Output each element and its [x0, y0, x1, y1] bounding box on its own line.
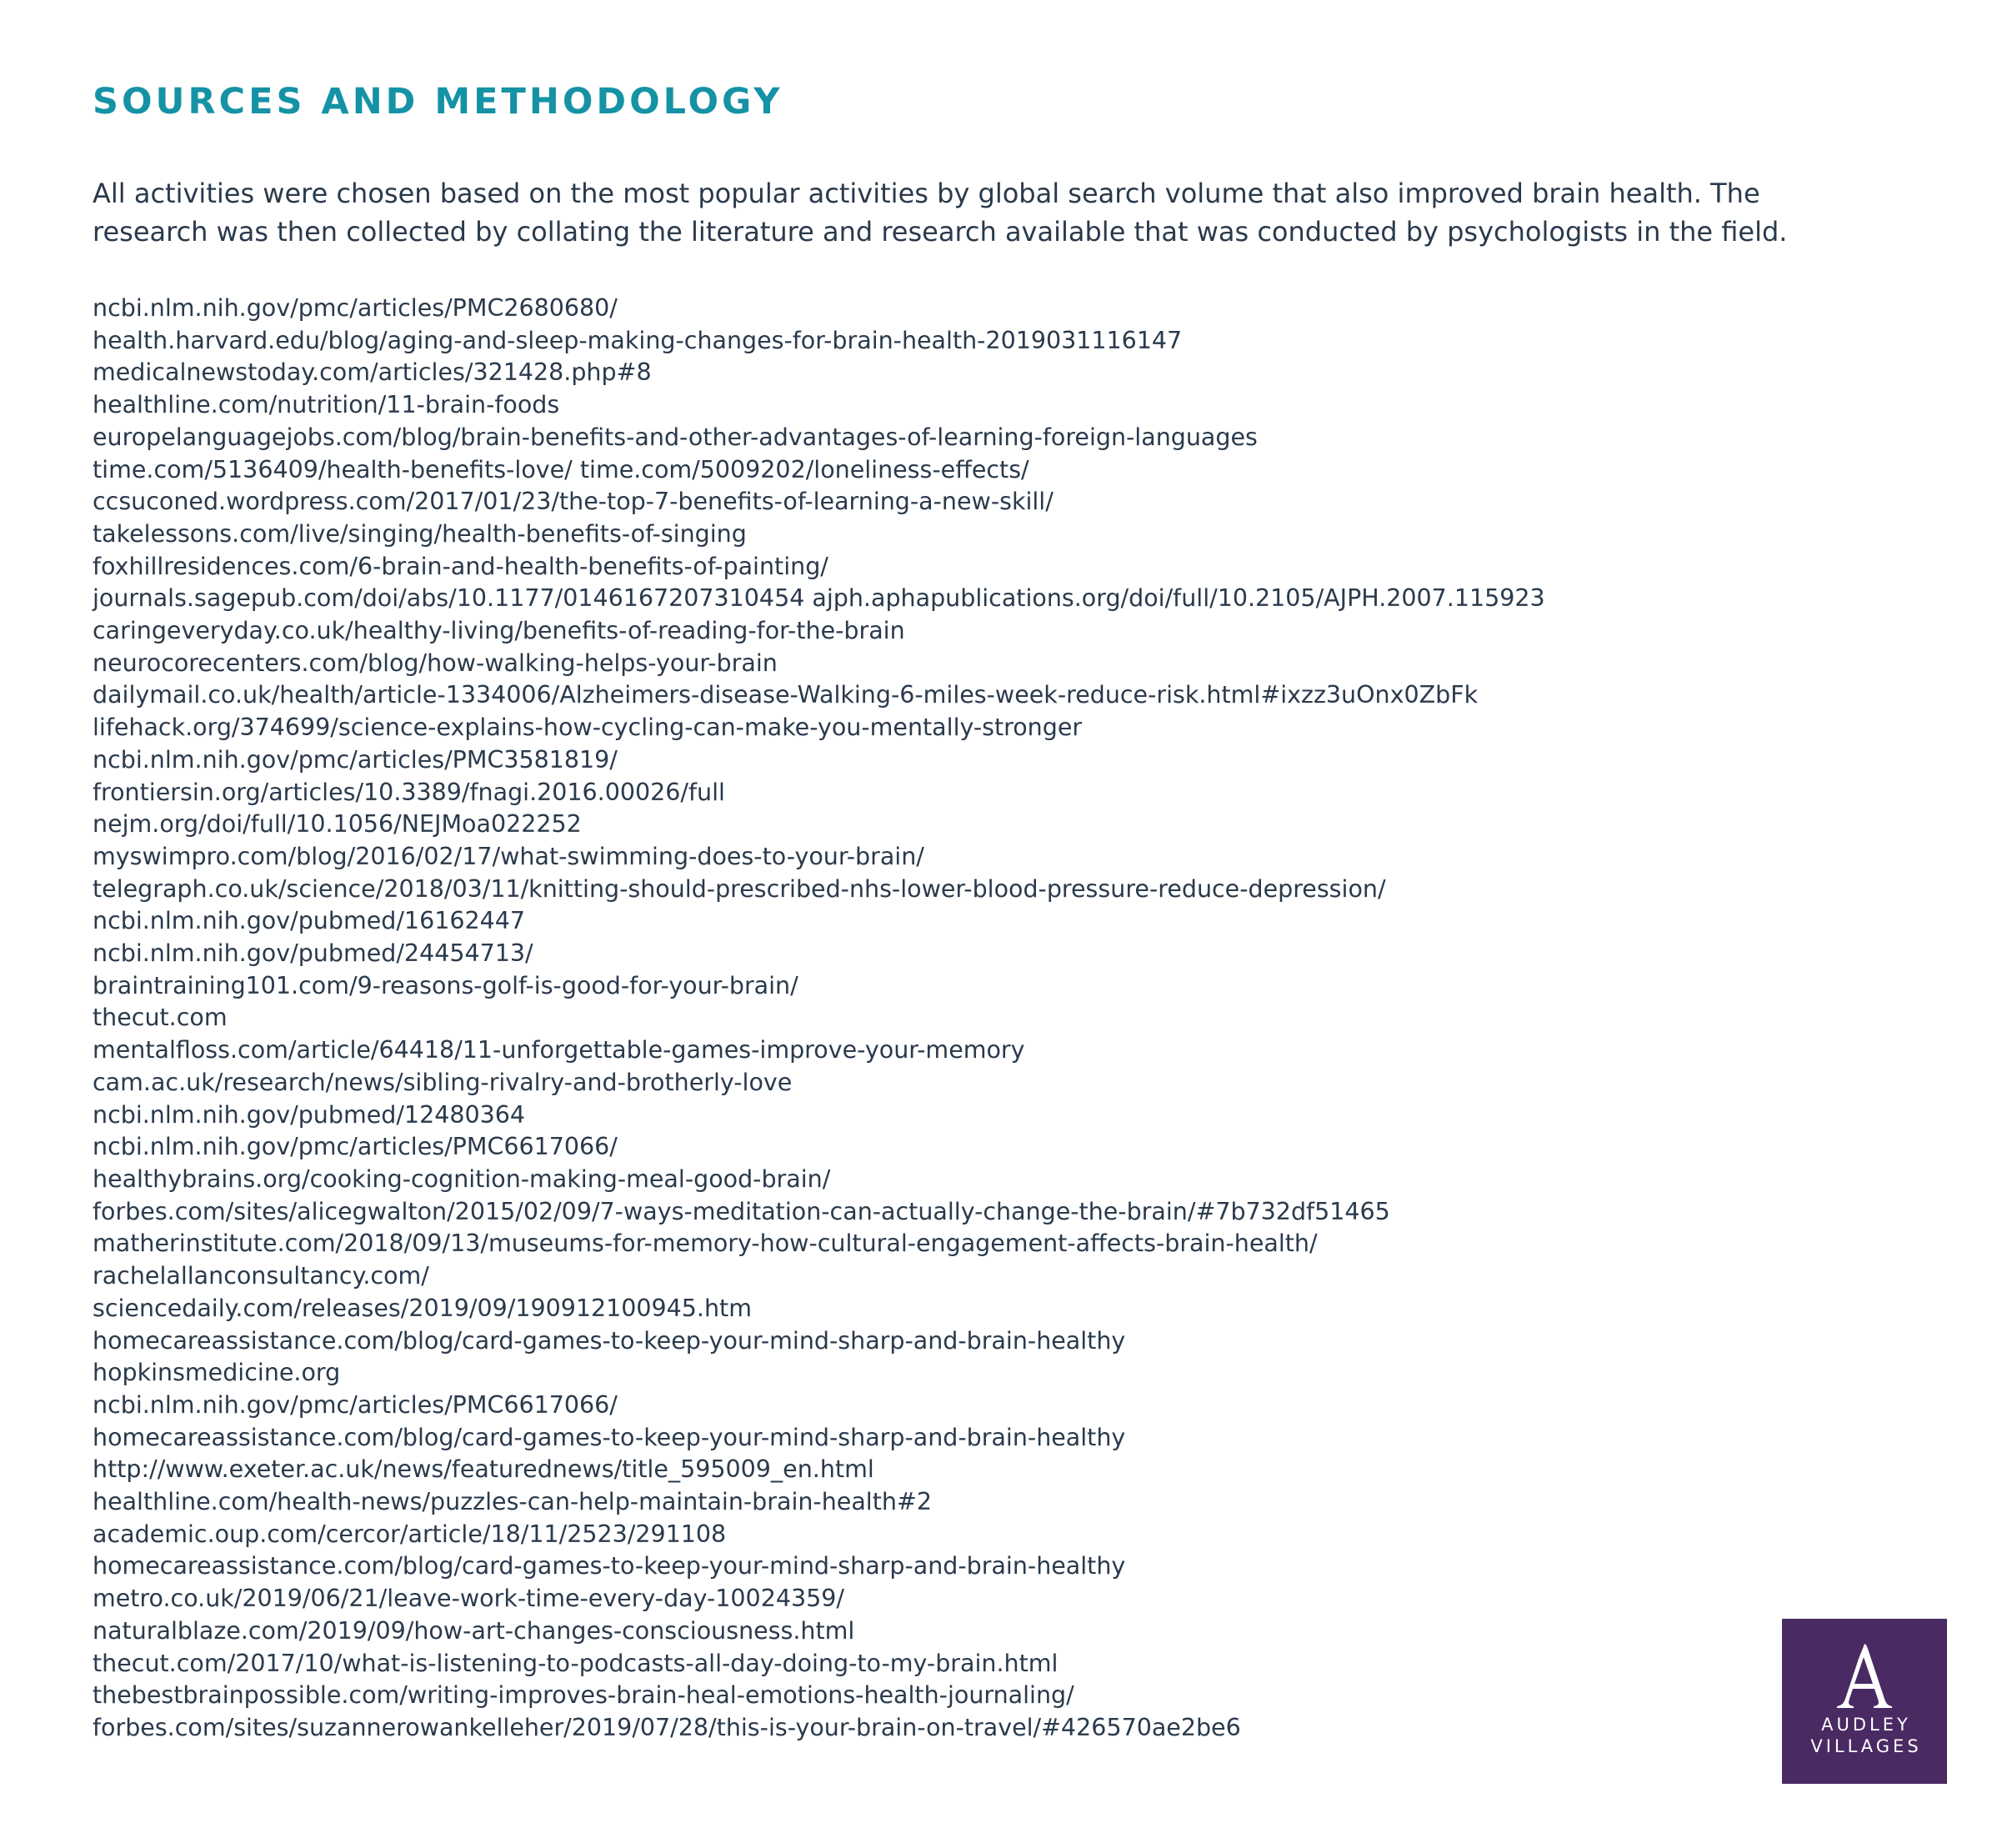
source-item: cam.ac.uk/research/news/sibling-rivalry-and-brotherly-love: [93, 1068, 793, 1096]
source-item: ncbi.nlm.nih.gov/pubmed/16162447: [93, 907, 525, 935]
source-item: homecareassistance.com/blog/card-games-to-keep-your-mind-sharp-and-brain-healthy: [93, 1326, 1126, 1355]
source-item: ncbi.nlm.nih.gov/pmc/articles/PMC3581819/: [93, 745, 618, 774]
source-item: forbes.com/sites/alicegwalton/2015/02/09/7-ways-meditation-can-actually-change-the-brain/#7b732df51465: [93, 1197, 1390, 1225]
document-page: [93, 79, 1843, 1745]
source-item: homecareassistance.com/blog/card-games-to-keep-your-mind-sharp-and-brain-healthy: [93, 1552, 1126, 1580]
logo-line-villages: VILLAGES: [1810, 1736, 1922, 1756]
source-item: forbes.com/sites/suzannerowankelleher/2019/07/28/this-is-your-brain-on-travel/#426570ae2be6: [93, 1713, 1241, 1741]
source-item: ncbi.nlm.nih.gov/pmc/articles/PMC6617066/: [93, 1133, 618, 1161]
source-item: foxhillresidences.com/6-brain-and-health-benefits-of-painting/: [93, 552, 828, 580]
source-item: healthline.com/nutrition/11-brain-foods: [93, 391, 560, 419]
source-item: time.com/5136409/health-benefits-love/ time.com/5009202/loneliness-effects/: [93, 455, 1029, 483]
source-item: dailymail.co.uk/health/article-1334006/Alzheimers-disease-Walking-6-miles-week-reduce-risk.html#ixzz3uOnx0ZbFk: [93, 681, 1479, 709]
source-item: healthline.com/health-news/puzzles-can-help-maintain-brain-health#2: [93, 1488, 932, 1516]
source-item: journals.sagepub.com/doi/abs/10.1177/0146167207310454 ajph.aphapublications.org/doi/full/10.2105/AJPH.2007.115923: [93, 584, 1545, 613]
source-item: frontiersin.org/articles/10.3389/fnagi.2016.00026/full: [93, 778, 725, 806]
source-item: metro.co.uk/2019/06/21/leave-work-time-every-day-10024359/: [93, 1585, 844, 1613]
source-item: rachelallanconsultancy.com/: [93, 1262, 429, 1290]
source-item: academic.oup.com/cercor/article/18/11/2523/291108: [93, 1520, 727, 1548]
logo-line-audley: AUDLEY: [1821, 1715, 1911, 1735]
source-item: thecut.com: [93, 1004, 228, 1032]
source-item: thecut.com/2017/10/what-is-listening-to-podcasts-all-day-doing-to-my-brain.html: [93, 1649, 1059, 1677]
source-item: health.harvard.edu/blog/aging-and-sleep-making-changes-for-brain-health-2019031116147: [93, 326, 1183, 354]
source-item: braintraining101.com/9-reasons-golf-is-good-for-your-brain/: [93, 971, 798, 999]
source-item: medicalnewstoday.com/articles/321428.php#8: [93, 358, 652, 387]
source-item: ncbi.nlm.nih.gov/pmc/articles/PMC6617066/: [93, 1390, 618, 1419]
source-item: caringeveryday.co.uk/healthy-living/benefits-of-reading-for-the-brain: [93, 617, 905, 645]
source-item: ncbi.nlm.nih.gov/pubmed/12480364: [93, 1100, 525, 1129]
source-item: thebestbrainpossible.com/writing-improves-brain-heal-emotions-health-journaling/: [93, 1681, 1074, 1710]
source-item: matherinstitute.com/2018/09/13/museums-for-memory-how-cultural-engagement-affects-brain-health/: [93, 1229, 1318, 1258]
letter-a-logo-icon: [1835, 1640, 1894, 1709]
source-item: mentalfloss.com/article/64418/11-unforgettable-games-improve-your-memory: [93, 1036, 1025, 1064]
source-item: homecareassistance.com/blog/card-games-to-keep-your-mind-sharp-and-brain-healthy: [93, 1423, 1126, 1451]
source-item: http://www.exeter.ac.uk/news/featurednews/title_595009_en.html: [93, 1455, 874, 1484]
source-item: myswimpro.com/blog/2016/02/17/what-swimming-does-to-your-brain/: [93, 842, 924, 870]
source-item: takelessons.com/live/singing/health-benefits-of-singing: [93, 519, 747, 548]
page-title: SOURCES AND METHODOLOGY: [93, 81, 783, 123]
source-item: europelanguagejobs.com/blog/brain-benefits-and-other-advantages-of-learning-foreign-languages: [93, 423, 1258, 451]
source-item: nejm.org/doi/full/10.1056/NEJMoa022252: [93, 810, 582, 839]
intro-paragraph: All activities were chosen based on the most popular activities by global search volume that also improved brain health. The research was then collected by collating the literature and research available that was conducted by psychologists in the field.: [93, 178, 1788, 248]
source-item: naturalblaze.com/2019/09/how-art-changes-consciousness.html: [93, 1616, 855, 1645]
source-item: telegraph.co.uk/science/2018/03/11/knitting-should-prescribed-nhs-lower-blood-pressure-reduce-depression/: [93, 874, 1386, 903]
audley-villages-logo: [1782, 1619, 1947, 1784]
sources-list: [93, 293, 1843, 1745]
source-item: healthybrains.org/cooking-cognition-making-meal-good-brain/: [93, 1164, 831, 1193]
source-item: ncbi.nlm.nih.gov/pubmed/24454713/: [93, 939, 533, 968]
source-item: neurocorecenters.com/blog/how-walking-helps-your-brain: [93, 649, 778, 677]
source-item: ccsuconed.wordpress.com/2017/01/23/the-top-7-benefits-of-learning-a-new-skill/: [93, 488, 1054, 516]
source-item: lifehack.org/374699/science-explains-how-cycling-can-make-you-mentally-stronger: [93, 714, 1083, 742]
source-item: hopkinsmedicine.org: [93, 1359, 341, 1387]
source-item: sciencedaily.com/releases/2019/09/190912100945.htm: [93, 1294, 752, 1322]
source-item: ncbi.nlm.nih.gov/pmc/articles/PMC2680680/: [93, 294, 618, 322]
